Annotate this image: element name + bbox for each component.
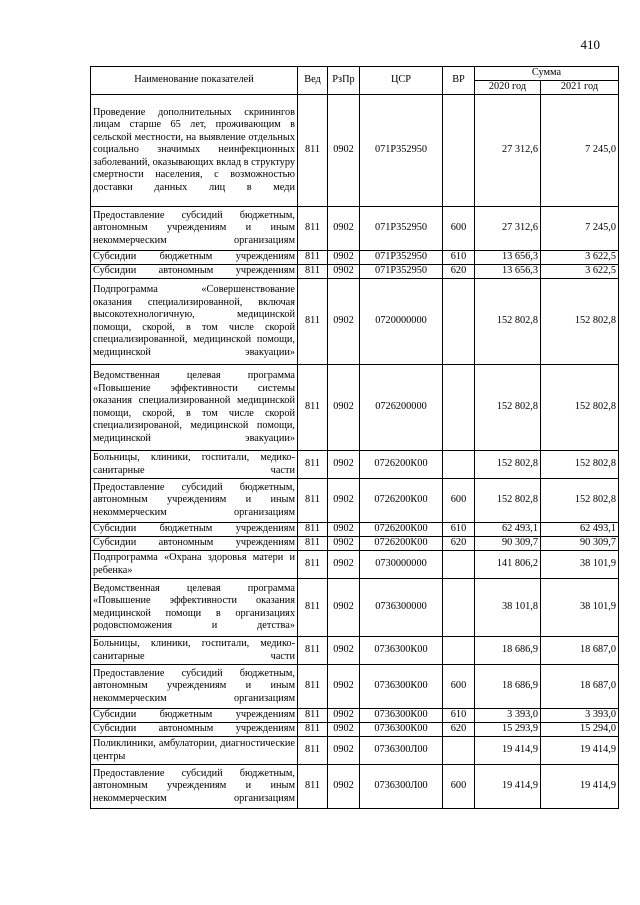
budget-table (90, 66, 619, 809)
row-name: Проведение дополнительных скринингов лицам старше 65 лет, проживающим в сельской местности, на выявление отдельных социально значимых неинфекционных заболеваний, оказывающих вклад в структуру смертности населения, с возможностью доставки данных лиц в меди (91, 95, 298, 207)
table-row (91, 265, 619, 279)
header-rzpr: РзПр (328, 67, 360, 95)
row-name: Предоставление субсидий бюджетным, автономным учреждениям и иным некоммерческим организациям (91, 665, 298, 709)
row-csr: 0726200000 (360, 365, 443, 451)
table-row (91, 365, 619, 451)
row-vr: 600 (443, 207, 475, 251)
row-amount-2021: 18 687,0 (541, 665, 619, 709)
row-amount-2020: 152 802,8 (475, 479, 541, 523)
row-vr: 620 (443, 723, 475, 737)
row-vr: 600 (443, 765, 475, 809)
row-rzpr: 0902 (328, 523, 360, 537)
row-amount-2021: 38 101,9 (541, 551, 619, 579)
row-vr: 610 (443, 251, 475, 265)
row-amount-2021: 152 802,8 (541, 479, 619, 523)
table-row (91, 709, 619, 723)
row-amount-2020: 152 802,8 (475, 451, 541, 479)
row-csr: 0736300К00 (360, 637, 443, 665)
row-ved: 811 (298, 265, 328, 279)
table-row (91, 523, 619, 537)
table-row (91, 737, 619, 765)
page-number: 410 (580, 37, 600, 52)
table-row (91, 95, 619, 207)
table-header (91, 67, 619, 95)
row-vr (443, 95, 475, 207)
row-amount-2021: 90 309,7 (541, 537, 619, 551)
row-ved: 811 (298, 523, 328, 537)
header-year-2020: 2020 год (475, 81, 541, 95)
table-body (91, 95, 619, 809)
row-name: Субсидии бюджетным учреждениям (91, 523, 298, 537)
row-amount-2021: 3 393,0 (541, 709, 619, 723)
table-row (91, 207, 619, 251)
row-csr: 0736300К00 (360, 723, 443, 737)
table-row (91, 665, 619, 709)
table-row (91, 251, 619, 265)
header-sum: Сумма (475, 67, 619, 81)
row-ved: 811 (298, 579, 328, 637)
row-vr (443, 551, 475, 579)
row-rzpr: 0902 (328, 265, 360, 279)
table-row (91, 765, 619, 809)
row-amount-2020: 13 656,3 (475, 251, 541, 265)
row-ved: 811 (298, 551, 328, 579)
row-amount-2020: 19 414,9 (475, 737, 541, 765)
row-amount-2021: 62 493,1 (541, 523, 619, 537)
row-rzpr: 0902 (328, 765, 360, 809)
row-amount-2020: 152 802,8 (475, 365, 541, 451)
row-vr (443, 579, 475, 637)
row-amount-2020: 141 806,2 (475, 551, 541, 579)
row-rzpr: 0902 (328, 279, 360, 365)
row-name: Субсидии автономным учреждениям (91, 723, 298, 737)
row-vr (443, 365, 475, 451)
row-csr: 071P352950 (360, 95, 443, 207)
row-amount-2020: 15 293,9 (475, 723, 541, 737)
row-name: Подпрограмма «Совершенствование оказания специализированной, включая высокотехнологичную, медицинской помощи, скорой, в том числе скорой специализированной, медицинской помощи, медицинской эвакуации» (91, 279, 298, 365)
row-ved: 811 (298, 737, 328, 765)
header-vr: ВР (443, 67, 475, 95)
row-ved: 811 (298, 709, 328, 723)
row-csr: 0736300000 (360, 579, 443, 637)
row-amount-2021: 3 622,5 (541, 265, 619, 279)
row-ved: 811 (298, 251, 328, 265)
row-amount-2021: 7 245,0 (541, 95, 619, 207)
row-amount-2020: 27 312,6 (475, 207, 541, 251)
row-rzpr: 0902 (328, 207, 360, 251)
row-name: Предоставление субсидий бюджетным, автономным учреждениям и иным некоммерческим организациям (91, 765, 298, 809)
row-rzpr: 0902 (328, 95, 360, 207)
table-row (91, 279, 619, 365)
row-rzpr: 0902 (328, 737, 360, 765)
row-amount-2020: 18 686,9 (475, 665, 541, 709)
row-vr: 600 (443, 665, 475, 709)
header-ved: Вед (298, 67, 328, 95)
row-amount-2021: 18 687,0 (541, 637, 619, 665)
row-amount-2021: 7 245,0 (541, 207, 619, 251)
row-rzpr: 0902 (328, 251, 360, 265)
row-csr: 0736300Л00 (360, 737, 443, 765)
row-amount-2020: 18 686,9 (475, 637, 541, 665)
row-vr: 620 (443, 537, 475, 551)
row-csr: 0736300Л00 (360, 765, 443, 809)
row-rzpr: 0902 (328, 665, 360, 709)
row-amount-2021: 3 622,5 (541, 251, 619, 265)
row-csr: 0726200К00 (360, 451, 443, 479)
row-rzpr: 0902 (328, 551, 360, 579)
row-name: Ведомственная целевая программа «Повышение эффективности системы оказания специализированной медицинской помощи, скорой, в том числе скорой специализированой, медицинской помощи, медицинской эвакуации» (91, 365, 298, 451)
table-row (91, 551, 619, 579)
table-row (91, 537, 619, 551)
row-vr: 620 (443, 265, 475, 279)
row-rzpr: 0902 (328, 365, 360, 451)
row-rzpr: 0902 (328, 451, 360, 479)
row-amount-2021: 15 294,0 (541, 723, 619, 737)
row-amount-2020: 13 656,3 (475, 265, 541, 279)
row-vr: 610 (443, 523, 475, 537)
row-name: Субсидии автономным учреждениям (91, 265, 298, 279)
row-ved: 811 (298, 365, 328, 451)
row-csr: 0726200К00 (360, 479, 443, 523)
header-csr: ЦСР (360, 67, 443, 95)
row-amount-2020: 27 312,6 (475, 95, 541, 207)
row-ved: 811 (298, 479, 328, 523)
row-vr: 600 (443, 479, 475, 523)
row-ved: 811 (298, 451, 328, 479)
row-csr: 071P352950 (360, 207, 443, 251)
row-amount-2021: 19 414,9 (541, 765, 619, 809)
table-row (91, 451, 619, 479)
row-amount-2021: 19 414,9 (541, 737, 619, 765)
row-name: Больницы, клиники, госпитали, медико-санитарные части (91, 451, 298, 479)
row-vr (443, 279, 475, 365)
row-amount-2020: 19 414,9 (475, 765, 541, 809)
row-ved: 811 (298, 723, 328, 737)
row-amount-2020: 90 309,7 (475, 537, 541, 551)
row-name: Поликлиники, амбулатории, диагностические центры (91, 737, 298, 765)
row-ved: 811 (298, 765, 328, 809)
row-amount-2020: 38 101,8 (475, 579, 541, 637)
row-amount-2020: 3 393,0 (475, 709, 541, 723)
row-rzpr: 0902 (328, 709, 360, 723)
row-name: Больницы, клиники, госпитали, медико-санитарные части (91, 637, 298, 665)
row-amount-2021: 152 802,8 (541, 451, 619, 479)
header-name: Наименование показателей (91, 67, 298, 95)
row-name: Подпрограмма «Охрана здоровья матери и ребенка» (91, 551, 298, 579)
row-amount-2021: 152 802,8 (541, 279, 619, 365)
row-name: Ведомственная целевая программа «Повышение эффективности оказания медицинской помощи в организациях родовспоможения и детства» (91, 579, 298, 637)
row-vr (443, 451, 475, 479)
row-csr: 0726200К00 (360, 523, 443, 537)
row-name: Предоставление субсидий бюджетным, автономным учреждениям и иным некоммерческим организациям (91, 207, 298, 251)
row-ved: 811 (298, 665, 328, 709)
row-csr: 071P352950 (360, 265, 443, 279)
row-name: Предоставление субсидий бюджетным, автономным учреждениям и иным некоммерческим организациям (91, 479, 298, 523)
row-name: Субсидии автономным учреждениям (91, 537, 298, 551)
row-csr: 071P352950 (360, 251, 443, 265)
row-ved: 811 (298, 279, 328, 365)
row-csr: 0726200К00 (360, 537, 443, 551)
row-csr: 0736300К00 (360, 709, 443, 723)
row-csr: 0730000000 (360, 551, 443, 579)
row-vr (443, 737, 475, 765)
row-ved: 811 (298, 95, 328, 207)
row-amount-2020: 152 802,8 (475, 279, 541, 365)
table-row (91, 479, 619, 523)
row-ved: 811 (298, 637, 328, 665)
row-rzpr: 0902 (328, 723, 360, 737)
row-amount-2020: 62 493,1 (475, 523, 541, 537)
row-vr: 610 (443, 709, 475, 723)
row-amount-2021: 152 802,8 (541, 365, 619, 451)
row-ved: 811 (298, 207, 328, 251)
row-vr (443, 637, 475, 665)
row-rzpr: 0902 (328, 537, 360, 551)
row-name: Субсидии бюджетным учреждениям (91, 251, 298, 265)
row-amount-2021: 38 101,9 (541, 579, 619, 637)
table-row (91, 579, 619, 637)
row-name: Субсидии бюджетным учреждениям (91, 709, 298, 723)
row-ved: 811 (298, 537, 328, 551)
row-rzpr: 0902 (328, 479, 360, 523)
row-rzpr: 0902 (328, 637, 360, 665)
table-row (91, 723, 619, 737)
row-rzpr: 0902 (328, 579, 360, 637)
row-csr: 0736300К00 (360, 665, 443, 709)
table-row (91, 637, 619, 665)
header-year-2021: 2021 год (541, 81, 619, 95)
row-csr: 0720000000 (360, 279, 443, 365)
